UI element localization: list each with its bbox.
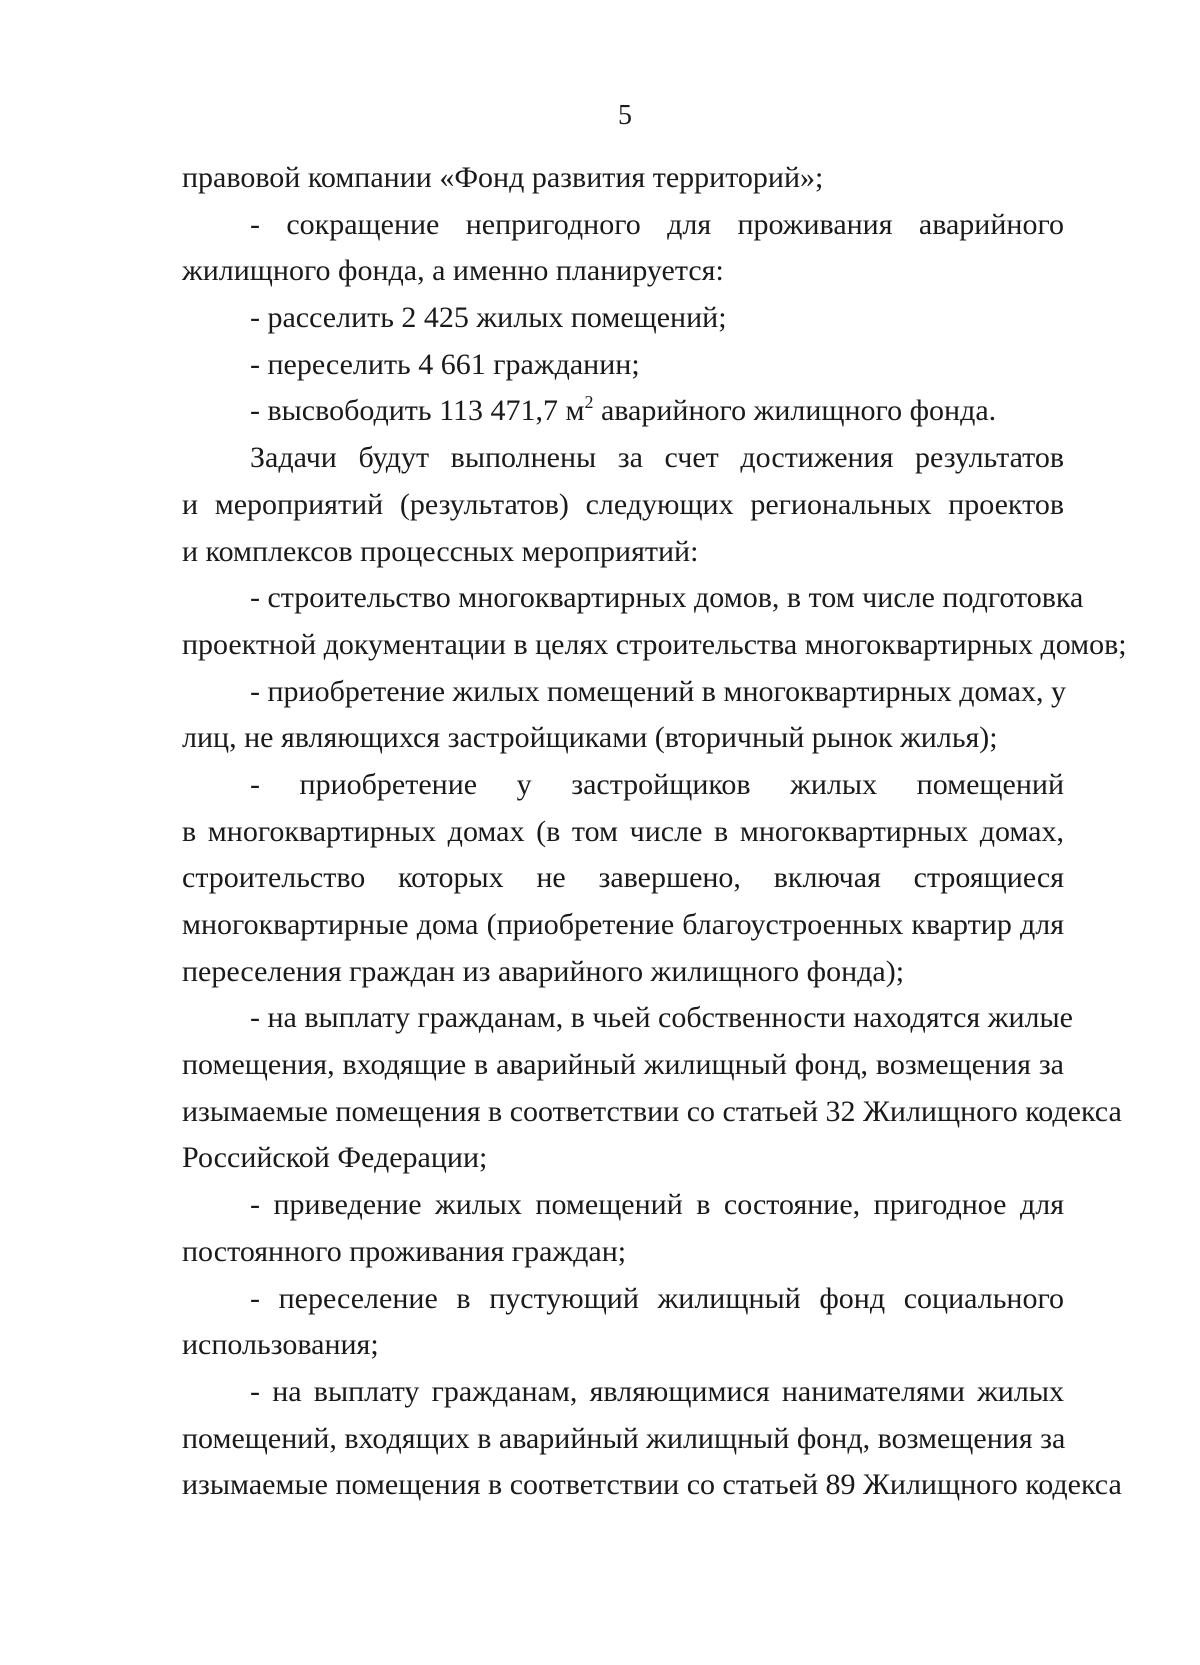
- text-line: - расселить 2 425 жилых помещений;: [250, 301, 727, 335]
- text-line: - на выплату гражданам, в чьей собственности находятся жилые: [250, 1001, 1073, 1035]
- text-line: - строительство многоквартирных домов, в том числе подготовка: [250, 581, 1084, 615]
- text-line: - приведение жилых помещений в состояние, пригодное для: [250, 1188, 1064, 1222]
- text-line: помещения, входящие в аварийный жилищный фонд, возмещения за: [182, 1048, 1064, 1082]
- text-line: в многоквартирных домах (в том числе в многоквартирных домах,: [182, 814, 1064, 848]
- text-line: лиц, не являющихся застройщиками (вторичный рынок жилья);: [182, 721, 998, 755]
- text-line: Российской Федерации;: [182, 1141, 488, 1175]
- text-line: и мероприятий (результатов) следующих региональных проектов: [182, 487, 1064, 521]
- text-line: изымаемые помещения в соответствии со статьей 32 Жилищного кодекса: [182, 1094, 1122, 1128]
- page-number: 5: [618, 100, 632, 131]
- text-line-part: аварийного жилищного фонда.: [593, 394, 997, 428]
- text-line: изымаемые помещения в соответствии со статьей 89 Жилищного кодекса: [182, 1468, 1122, 1502]
- text-line: [182, 388, 1064, 435]
- text-line: - переселение в пустующий жилищный фонд социального: [250, 1281, 1064, 1315]
- text-line-part: - высвободить 113 471,7 м: [250, 394, 585, 428]
- text-line: строительство которых не завершено, включая строящиеся: [182, 861, 1064, 895]
- text-line: - приобретение у застройщиков жилых помещений: [250, 767, 1064, 801]
- superscript: 2: [584, 392, 594, 413]
- text-line: - приобретение жилых помещений в многоквартирных домах, у: [250, 674, 1066, 708]
- text-line: помещений, входящих в аварийный жилищный фонд, возмещения за: [182, 1421, 1066, 1455]
- text-line: и комплексов процессных мероприятий:: [182, 534, 699, 568]
- text-line: постоянного проживания граждан;: [182, 1234, 627, 1268]
- text-line: - сокращение непригодного для проживания аварийного: [250, 207, 1064, 241]
- text-line: правовой компании «Фонд развития территорий»;: [182, 161, 824, 194]
- text-line: многоквартирные дома (приобретение благоустроенных квартир для: [182, 908, 1064, 941]
- text-line: переселения граждан из аварийного жилищного фонда);: [182, 954, 905, 988]
- text-line: - переселить 4 661 гражданин;: [250, 347, 640, 381]
- document-body: [182, 155, 1127, 1509]
- text-line: проектной документации в целях строительства многоквартирных домов;: [182, 627, 1127, 661]
- text-line: жилищного фонда, а именно планируется:: [182, 254, 724, 288]
- text-line: Задачи будут выполнены за счет достижения результатов: [250, 441, 1064, 475]
- text-line: использования;: [182, 1328, 379, 1362]
- text-line: - на выплату гражданам, являющимися нанимателями жилых: [250, 1374, 1064, 1408]
